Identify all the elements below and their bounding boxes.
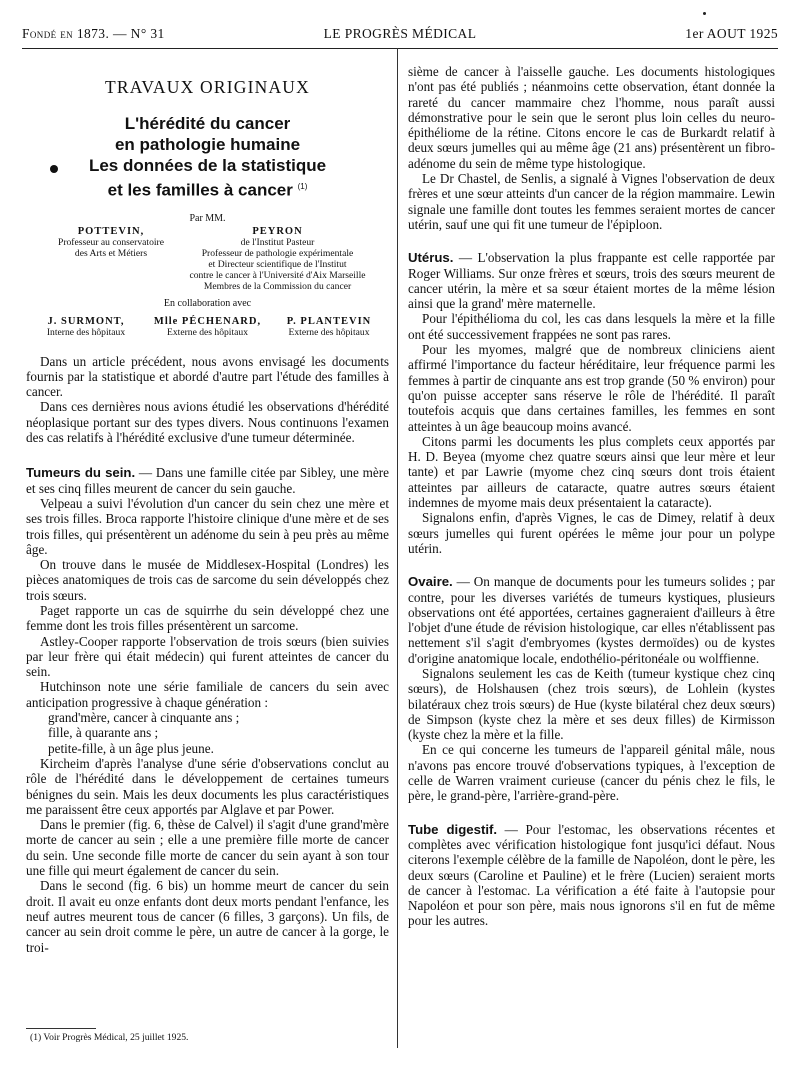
title-line: en pathologie humaine: [114, 135, 301, 155]
list-item: fille, à quarante ans ;: [48, 725, 159, 741]
header-date: 1er AOUT 1925: [685, 26, 778, 41]
paragraph: Paget rapporte un cas de squirrhe du sein développé chez une femme dont les trois filles présentèrent un sarcome.: [26, 603, 389, 634]
paragraph-sein: Tumeurs du sein. — Dans une famille citée par Sibley, une mère et ses cinq filles meurent de cancer du sein gauche.: [26, 465, 389, 496]
header-founded: Fondé en 1873. — N° 31: [22, 26, 165, 41]
paragraph: Velpeau a suivi l'évolution d'un cancer du sein chez une mère et ses trois filles. Broca rapporte l'histoire clinique d'une mère et de ses trois filles, qui présentèrent un adénome du sein à peu près au même âge.: [26, 495, 389, 557]
paragraph: Dans le second (fig. 6 bis) un homme meurt de cancer du sein droit. Il avait eu onze enfants dont deux morts pendant l'enfance, les neuf autres meurent tous de cancer (6 filles, 3 garçons). Un fils, de cancer au sein droit comme le père, un autre de cancer à la gorge, le troi-: [26, 878, 389, 955]
author-pottevin: POTTEVIN, Professeur au conservatoire des Arts et Métiers: [57, 226, 165, 260]
paragraph-ovaire: Ovaire. — On manque de documents pour les tumeurs solides ; par contre, pour les diverses variétés de tumeurs kystiques, plusieurs observations ont été apportées, certaines gagneraient d'ailleurs à être l'objet d'une étude de révision histologique, car elles n'établissent pas nettement s'il s'agit d'embryomes (kystes dermoïdes) ou de kystes d'origine anatomique locale, endothélio-péritonéale ou wolffienne.: [408, 574, 775, 666]
section-heading: TRAVAUX ORIGINAUX: [105, 77, 310, 97]
header-journal-title: LE PROGRÈS MÉDICAL: [323, 26, 477, 41]
paragraph: On trouve dans le musée de Middlesex-Hospital (Londres) les pièces anatomiques de trois cas de sarcome du sein développés chez trois sœurs.: [26, 557, 389, 603]
title-line: et les familles à cancer $^{(1)}$: [107, 180, 308, 200]
header-rule: [22, 48, 778, 49]
paragraph: Pour les myomes, malgré que de nombreux cliniciens aient affirmé l'importance du facteur héréditaire, leur fréquence parmi les femmes à partir de cinquante ans est trop grande (50 % environ) pour qu'on puisse accepter sans réserve le rôle de l'hérédité. Il paraît toutefois acquis que dans certaines familles, les femmes en sont atteintes à un âge beaucoup moins avancé.: [408, 342, 775, 434]
subheading-ovaire: Ovaire.: [408, 574, 453, 590]
paragraph-tube: Tube digestif. — Pour l'estomac, les observations récentes et complètes avec vérification histologique font jusqu'ici défaut. Nous citerons l'exemple célèbre de la famille de Napoléon, dont le père, les deux sœurs (Caroline et Pauline) et le frère (Lucien) seraient morts de cancer à l'estomac. La vérification a été faite à l'autopsie pour Napoléon et pour son père, mais nous ignorons s'il en fut de même pour les autres.: [408, 821, 775, 929]
title-line: L'hérédité du cancer: [124, 114, 291, 134]
paragraph: Kircheim d'après l'analyse d'une série d'observations conclut au rôle de l'hérédité dans le développement de certaines tumeurs bénignes du sein. Mais les deux documents les plus caractéristiques me paraissent être ceux apportés par Alglave et par Power.: [26, 755, 389, 817]
column-divider: [397, 48, 398, 1048]
footnote-rule: [26, 1028, 96, 1029]
footnote: (1) Voir Progrès Médical, 25 juillet 1925.: [30, 1032, 189, 1043]
speck: [703, 12, 706, 15]
list-item: petite-fille, à un âge plus jeune.: [48, 740, 214, 756]
collaborator: P. PLANTEVIN Externe des hôpitaux: [286, 315, 372, 338]
paragraph: Dans un article précédent, nous avons envisagé les documents fournis par la statistique et abordé d'autre part l'étude des familles à cancer.: [26, 353, 389, 400]
paragraph: Signalons enfin, d'après Vignes, le cas de Dimey, relatif à deux sœurs jumelles qui furent opérées le même jour pour un polype utérin.: [408, 510, 775, 556]
paragraph: Dans le premier (fig. 6, thèse de Calvel) il s'agit d'une grand'mère morte de cancer au sein ; elle a une première fille morte de cancer du sein. Une seconde fille morte de cancer du sein ayant à son tour une fille qui meurt également de cancer du sein.: [26, 817, 389, 879]
paragraph-uterus: Utérus. — L'observation la plus frappante est celle rapportée par Roger Williams. Sur onze frères et sœurs, trois des sœurs meurent de cancer utérin, la mère et sa sœur étaient mortes de la même lésion ainsi que la grand' mère maternelle.: [408, 250, 775, 312]
paragraph: Citons parmi les documents les plus complets ceux apportés par H. D. Beyea (myome chez quatre sœurs ainsi que leur mère et leur tante) et par Lawrie (myome chez cinq sœurs dont trois étaient atteintes par ailleurs de cataracte, quatre autres sœurs étaient indemnes de myome mais deux présentaient la cataracte).: [408, 433, 775, 511]
article-title: [26, 113, 389, 201]
authors-block: [26, 226, 389, 294]
subheading-tube: Tube digestif.: [408, 821, 498, 837]
subheading-sein: Tumeurs du sein.: [26, 465, 136, 481]
paragraph: sième de cancer à l'aisselle gauche. Les documents histologiques n'ont pas été publiés ; néanmoins cette observation, étant donnée la rareté du cancer mammaire chez l'homme, nous paraît aussi démonstrative pour le sein que le seront plus loin celles du neuro-épithéliome de la rétine. Citons encore le cas de Burkardt relatif à deux sœurs jumelles qui au même âge (21 ans) présentèrent un fibro-adénome du sein de même type histologique.: [408, 64, 775, 171]
paragraph: Hutchinson note une série familiale de cancers du sein avec anticipation progressive à chaque génération :: [26, 679, 389, 710]
paragraph: Le Dr Chastel, de Senlis, a signalé à Vignes l'observation de deux frères et une sœur atteints d'un cancer de la région mammaire. Lewin signale une famille dont toutes les femmes seraient mortes de cancer utérin, sauf une qui fit une tumeur de l'épiploon.: [408, 171, 775, 232]
list-item: grand'mère, cancer à cinquante ans ;: [48, 710, 240, 726]
paragraph: Dans ces dernières nous avions étudié les observations d'hérédité néoplasique portant sur des types divers. Nous continuons l'examen des cas relatifs à l'hérédité exclusive d'une tumeur déterminée.: [26, 399, 389, 446]
generation-list: [48, 710, 389, 756]
collaborator: Mlle PÉCHENARD, Externe des hôpitaux: [153, 315, 262, 338]
title-line: Les données de la statistique: [88, 156, 327, 176]
collaboration-label: En collaboration avec: [163, 298, 252, 310]
paragraph: Pour l'épithélioma du col, les cas dans lesquels la mère et la fille ont été successivement frappées ne sont pas rares.: [408, 311, 775, 342]
title-note: (1): [297, 182, 308, 192]
paragraph: Signalons seulement les cas de Keith (tumeur kystique chez cinq sœurs), de Holshausen (chez trois sœurs), de Lohlein (kystes bilatéraux chez trois sœurs) de Hue (kyste bilatéral chez deux sœurs) de Simpson (kyste chez la mère et ses deux filles) de Kirmisson (kyste chez la mère et la fille.: [408, 665, 775, 743]
right-column: [408, 64, 775, 929]
par-mm: Par MM.: [189, 212, 226, 224]
collaborators: [26, 316, 389, 338]
paragraph: En ce qui concerne les tumeurs de l'appareil génital mâle, nous n'avons pas encore trouvé d'observations typiques, à l'exception de celle de Warren vraiment curieuse (cancer du pénis chez le fils, le père, le grand-père, l'arrière-grand-père.: [408, 742, 775, 804]
paragraph: Astley-Cooper rapporte l'observation de trois sœurs (bien suivies par leur frère qui était médecin) qui furent atteintes de cancer du sein.: [26, 633, 389, 680]
collaborator: J. SURMONT, Interne des hôpitaux: [46, 315, 126, 338]
page-header: [22, 26, 778, 48]
left-column: [26, 50, 389, 955]
subheading-uterus: Utérus.: [408, 250, 454, 266]
author-peyron: PEYRON de l'Institut Pasteur Professeur de pathologie expérimentale et Directeur scientifique de l'Institut contre le cancer à l'Université d'Aix Marseille Membres de la Commission du cancer: [189, 226, 366, 293]
